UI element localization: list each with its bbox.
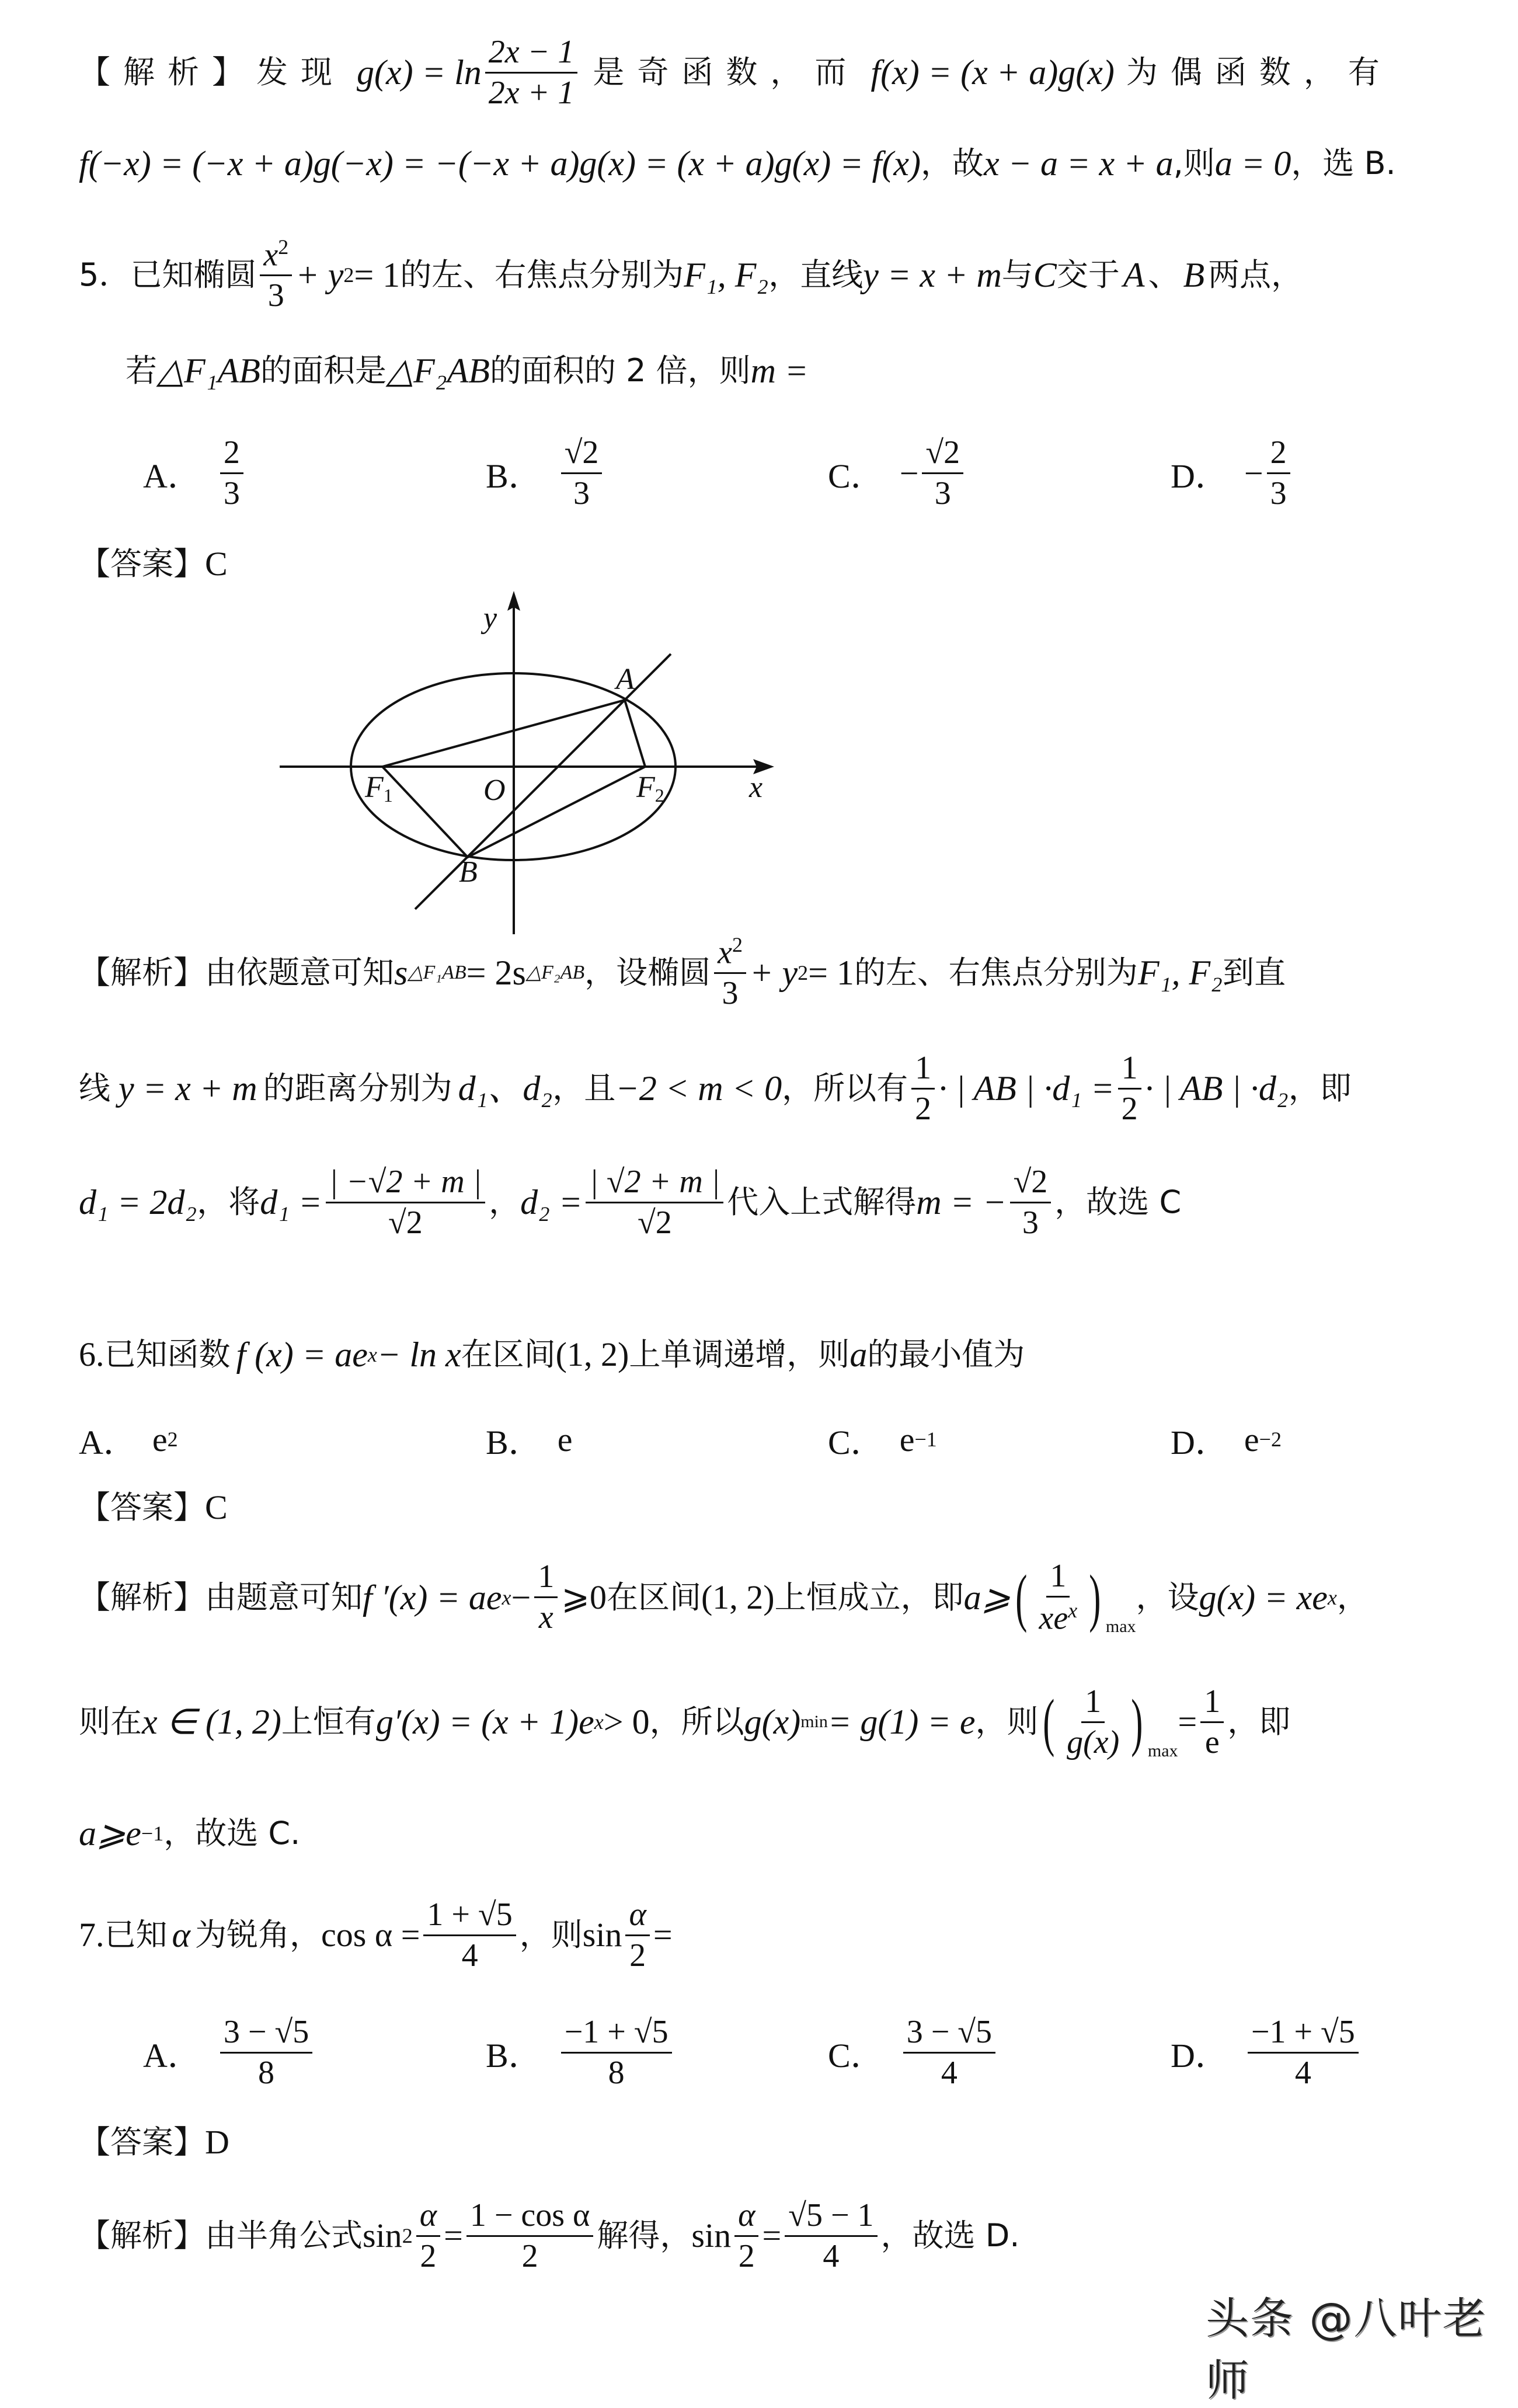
option-d[interactable]: D． − $\frac{2}{3}$ xyxy=(1171,436,1294,511)
option-a[interactable]: A． $\frac{3 - √5}{8}$ xyxy=(143,2015,316,2090)
option-a[interactable]: A． e 2 xyxy=(79,1420,178,1461)
label-y: y xyxy=(483,601,497,635)
option-b[interactable]: B． $\frac{-1 + √5}{8}$ xyxy=(486,2015,676,2090)
q5-stem-line-1: 5． 已知椭圆 $\frac{x^2}{3}$ + y 2 = 1 的左、右焦点分别为 F₁, F₂ ，直线 y = x + m 与 C 交于 A 、 B 两点， xyxy=(79,235,1303,314)
option-d[interactable]: D． $\frac{-1 + √5}{4}$ xyxy=(1171,2015,1362,2090)
option-b[interactable]: B． $\frac{√2}{3}$ xyxy=(486,436,605,511)
label-x: x xyxy=(749,771,763,804)
q6-stem: 6. 已知函数 f (x) = ae x − ln x 在区间 (1, 2) 上单调递增，则 a 的最小值为 xyxy=(79,1335,1025,1374)
label-b: B xyxy=(459,855,478,889)
q5-solution-line-2: 线 y = x + m 的距离分别为 d₁、d₂ ，且 −2 < m < 0 ，所以有 $\frac{1}{2}$ · | AB | ·d₁ = $\frac{1}{2}$ · | AB | ·d₂ ，即 xyxy=(79,1050,1352,1127)
prev-solution-line-2: f(−x) = (−x + a)g(−x) = −(−x + a)g(x) = (x + a)g(x) = f(x) ，故 x − a = x + a ,则 a = 0 ，选 B. xyxy=(79,144,1396,183)
q5-stem-line-2: 若 △F₁AB 的面积是 △F₂AB 的面积的 2 倍，则 m = xyxy=(126,352,809,390)
prev-solution-line-1: 【解析】 发现 g(x) = ln $\frac{2x - 1}{2x + 1}$ 是奇函数，而 f(x) = (x + a)g(x) 为偶函数，有 xyxy=(79,34,1392,111)
q5-solution-line-1: 【解析】 由依题意可知 s △F₁AB = 2s △F₂AB ，设椭圆 $\frac{x^2}{3}$ + y 2 = 1 的左、右焦点分别为 F₁, F₂ 到直 xyxy=(79,933,1286,1012)
q7-answer: 【答案】 D xyxy=(79,2123,229,2161)
g-definition: g(x) = ln xyxy=(357,53,482,92)
option-c[interactable]: C． $\frac{3 - √5}{4}$ xyxy=(828,2015,999,2090)
ellipse-fraction: $\frac{x^2}{3}$ xyxy=(260,236,292,313)
label-f1: F1 xyxy=(365,771,393,806)
q7-options xyxy=(0,2012,1518,2093)
q5-solution-line-3: d₁ = 2d₂ ，将 d₁ = $\frac{| -√2 + m |}{√2}$ ， d₂ = $\frac{| √2 + m |}{√2}$ 代入上式解得 m = − $\frac{√2}{3}$ ，故选 C xyxy=(79,1164,1182,1241)
q5-answer: 【答案】 C xyxy=(79,545,228,583)
label-origin: O xyxy=(483,774,506,807)
option-c[interactable]: C． e −1 xyxy=(828,1420,937,1461)
label-f2: F2 xyxy=(636,771,664,806)
option-b[interactable]: B． e xyxy=(486,1420,573,1461)
q6-answer: 【答案】 C xyxy=(79,1488,228,1526)
label-a: A xyxy=(616,663,635,696)
watermark: 头条 @八叶老师 xyxy=(1206,2294,1487,2406)
f-definition: f(x) = (x + a)g(x) xyxy=(871,53,1115,92)
q6-solution-line-1: 【解析】 由题意可知 f ′(x) = ae x − $\frac{1}{x}$ ⩾0 在区间 (1, 2) 上恒成立，即 a⩾ ( $\frac{1}{xe^x}$ ) max ，设 g(x) = xe x ， xyxy=(79,1558,1369,1637)
q6-options xyxy=(0,1419,1518,1460)
q6-solution-line-3: a⩾e −1 ，故选 C. xyxy=(79,1814,301,1853)
option-d[interactable]: D． e −2 xyxy=(1171,1420,1282,1461)
q7-solution: 【解析】 由半角公式 sin 2 $\frac{\alpha}{2}$ = $\frac{\text{1 − cos α}}{2}$ 解得， sin $\frac{\alpha}{2}$ = $\frac{√5 - 1}{4}$ ，故选 D. xyxy=(79,2197,1020,2274)
question-number: 5． xyxy=(79,256,131,293)
ellipse-diagram xyxy=(0,0,1518,946)
solution-label: 【解析】 xyxy=(79,54,256,91)
fraction: $\frac{2x - 1}{2x + 1}$ xyxy=(485,35,578,110)
option-a[interactable]: A． $\frac{2}{3}$ xyxy=(143,436,247,511)
q6-solution-line-2: 则在 x ∈ (1, 2) 上恒有 g′(x) = (x + 1)e x > 0 ，所以 g(x) min = g(1) = e ，则 ( $\frac{1}{g(x)}$ ) max = $\frac{1}{e}$ ，即 xyxy=(79,1683,1291,1760)
q7-stem: 7. 已知 α 为锐角， cos α = $\frac{1 + √5}{4}$ ，则 sin $\frac{\alpha}{2}$ = xyxy=(79,1897,673,1974)
option-c[interactable]: C． − $\frac{√2}{3}$ xyxy=(828,436,967,511)
